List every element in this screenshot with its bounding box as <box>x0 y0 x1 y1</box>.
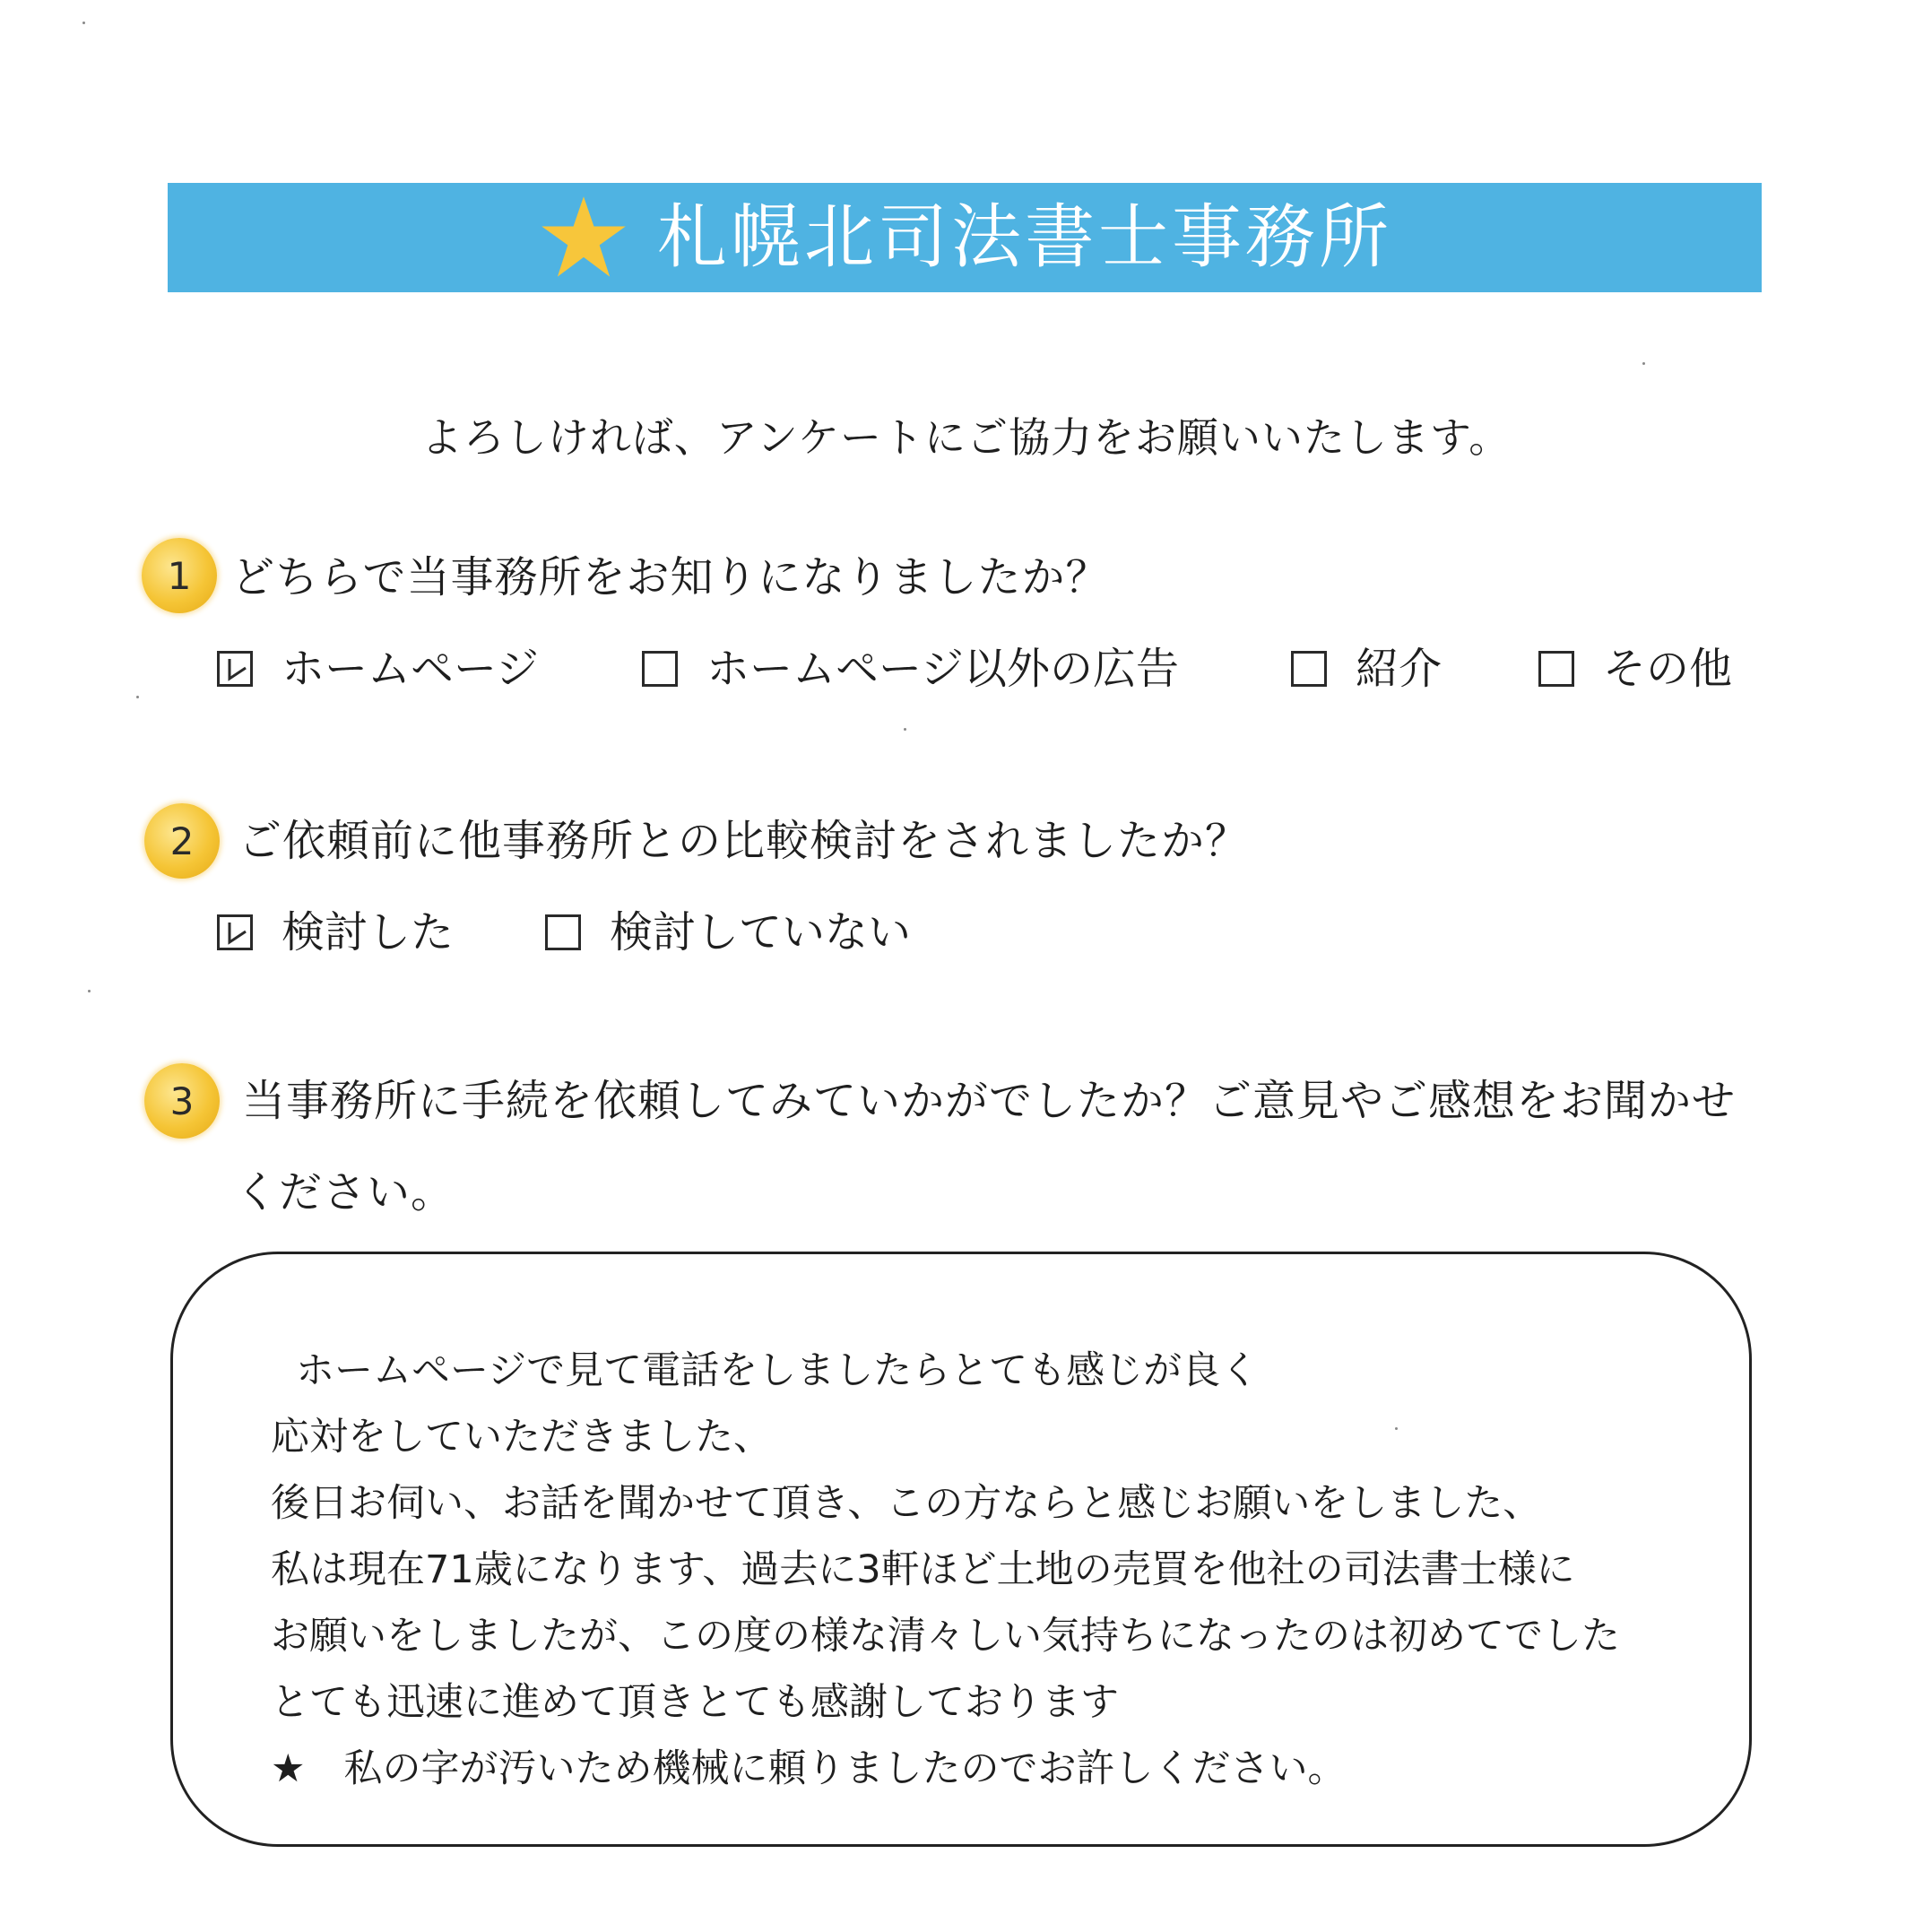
check-icon <box>221 655 248 682</box>
option-label: ホームページ以外の広告 <box>706 644 1180 694</box>
question-2-text: ご依頼前に他事務所との比較検討をされましたか？ <box>238 816 1250 866</box>
option-label: 検討した <box>282 907 455 957</box>
checkbox-checked[interactable] <box>217 651 253 687</box>
option-label: ホームページ <box>282 644 540 694</box>
option-label: その他 <box>1603 644 1733 694</box>
answer-line-4: 私は現在71歳になります、過去に3軒ほど土地の売買を他社の司法書士様に <box>271 1547 1575 1592</box>
answer-line-3: 後日お伺い、お話を聞かせて頂き、この方ならと感じお願いをしました、 <box>271 1481 1542 1526</box>
scan-speck <box>82 22 85 24</box>
q1-option-referral[interactable] <box>1291 644 1443 694</box>
option-label: 検討していない <box>610 907 912 957</box>
q2-option-compared[interactable] <box>217 907 455 957</box>
question-number: 1 <box>167 553 192 598</box>
scan-speck <box>1642 362 1645 365</box>
q2-option-not-compared[interactable] <box>545 907 912 957</box>
q1-option-other-ads[interactable] <box>642 644 1180 694</box>
scan-speck <box>88 990 91 992</box>
checkbox-unchecked[interactable] <box>1291 651 1327 687</box>
answer-line-7: ★ 私の字が汚いため機械に頼りましたのでお許しください。 <box>271 1746 1347 1791</box>
office-title: 札幌北司法書士事務所 <box>656 197 1392 278</box>
q1-option-others[interactable] <box>1538 644 1733 694</box>
scan-speck <box>136 696 139 698</box>
answer-line-2: 応対をしていただきました、 <box>271 1415 772 1460</box>
question-3-text-line2: ください。 <box>235 1167 455 1217</box>
q1-option-homepage[interactable] <box>217 644 540 694</box>
check-icon <box>221 919 248 946</box>
checkbox-checked[interactable] <box>217 914 253 950</box>
checkbox-unchecked[interactable] <box>1538 651 1574 687</box>
header-banner <box>168 183 1762 292</box>
question-3-text-line1: 当事務所に手続を依頼してみていかがでしたか？ご意見やご感想をお聞かせ <box>242 1076 1737 1126</box>
scan-speck <box>1395 1427 1398 1430</box>
question-2-badge <box>144 803 220 879</box>
intro-text: よろしければ、アンケートにご協力をお願いいたします。 <box>420 413 1512 462</box>
star-icon <box>537 191 630 284</box>
question-1-badge <box>142 538 217 613</box>
answer-line-6: とても迅速に進めて頂きとても感謝しております <box>271 1680 1119 1725</box>
question-1-text: どちらで当事務所をお知りになりましたか？ <box>231 552 1110 602</box>
scan-speck <box>904 728 906 731</box>
checkbox-unchecked[interactable] <box>545 914 581 950</box>
question-3-badge <box>144 1063 220 1139</box>
checkbox-unchecked[interactable] <box>642 651 678 687</box>
answer-line-5: お願いをしましたが、この度の様な清々しい気持ちになったのは初めてでした <box>271 1614 1620 1659</box>
question-number: 3 <box>169 1079 195 1123</box>
question-number: 2 <box>169 819 195 863</box>
option-label: 紹介 <box>1356 644 1443 694</box>
answer-line-1: ホームページで見て電話をしましたらとても感じが良く <box>296 1348 1260 1393</box>
